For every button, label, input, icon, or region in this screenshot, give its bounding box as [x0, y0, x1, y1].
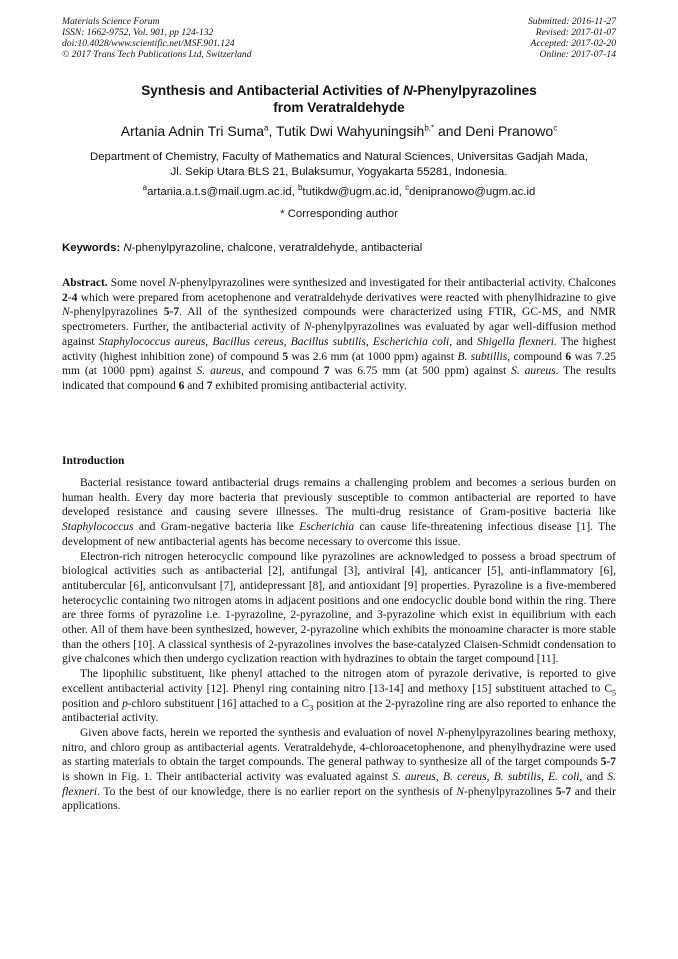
- para-text: ,: [435, 771, 443, 784]
- subscript: 5: [612, 688, 616, 698]
- species-name: Staphylococcus: [62, 521, 134, 534]
- abstract-italic: N: [62, 306, 70, 319]
- abstract-text: exhibited promising antibacterial activity.: [212, 379, 407, 392]
- abstract-text: , and compound: [240, 365, 324, 378]
- para-text: is shown in Fig. 1. Their antibacterial activity was evaluated against: [62, 771, 393, 784]
- para-text: ,: [541, 771, 549, 784]
- species-name: S. aureus: [196, 365, 241, 378]
- compound-ref: 7: [323, 365, 330, 378]
- journal-info: [62, 16, 252, 60]
- compound-ref: 2-4: [62, 291, 78, 304]
- email-link[interactable]: tutikdw@ugm.ac.id,: [302, 186, 406, 198]
- para-text: can cause life-threatening infectious disease [1]. The development of new antibacterial agents has become necessary to overcome this issue.: [62, 521, 617, 548]
- abstract-text: The highest activity (highest inhibition zone) of compound: [62, 335, 617, 363]
- para-text: -phenylpyrazolines: [464, 785, 556, 798]
- para-text: and Gram-negative bacteria like: [133, 521, 300, 534]
- species-name: Staphylococcus aureus: [98, 335, 206, 348]
- compound-ref: 6: [178, 379, 185, 392]
- abstract-text: . All of the synthesized compounds were characterized using FTIR, GC-MS, and NMR spectrometers. Further, the antibacterial activity of: [62, 306, 617, 334]
- para-text: Given above facts, herein we reported the synthesis and evaluation of novel: [80, 726, 437, 739]
- abstract-text: -phenylpyrazolines: [69, 306, 164, 319]
- title-text: Synthesis and Antibacterial Activities of: [141, 83, 404, 98]
- author-sup: a: [263, 123, 269, 133]
- para-text: ,: [486, 771, 494, 784]
- journal-copyright: © 2017 Trans Tech Publications Ltd, Switzerland: [62, 49, 252, 60]
- para-text: -phenylpyrazolines bearing methoxy, nitro, and chloro group as antibacterial agents. Veratraldehyde, 4-chloroacetophenone, and phenylhydrazine were used as starting materials to obtain the target compounds. The general pathway to synthesize all of the target compounds: [62, 726, 617, 769]
- compound-ref: 5-7: [555, 785, 572, 798]
- keywords: [62, 241, 616, 255]
- date-online: Online: 2017-07-14: [539, 49, 616, 60]
- title-text: -Phenylpyrazolines: [412, 83, 537, 98]
- email-sup: b: [297, 183, 303, 193]
- compound-ref: 5-7: [600, 756, 616, 769]
- para-italic: N: [456, 785, 465, 798]
- author-sep: ,: [268, 123, 276, 139]
- compound-ref: 5: [282, 350, 289, 363]
- paragraph: [62, 726, 616, 814]
- abstract: [62, 276, 616, 394]
- title-italic: N: [403, 83, 413, 98]
- date-accepted: Accepted: 2017-02-20: [530, 38, 616, 49]
- introduction-body: [62, 476, 616, 814]
- species-name: Bacillus cereus: [212, 335, 284, 348]
- abstract-text: -phenylpyrazolines was evaluated by agar well-diffusion method against: [62, 321, 616, 348]
- paragraph: [62, 667, 616, 726]
- species-name: Shigella flexneri.: [477, 335, 557, 348]
- species-name: S. flexneri: [62, 771, 616, 798]
- abstract-text: ,: [365, 335, 373, 348]
- species-name: B. cereus: [442, 771, 487, 784]
- species-name: B. subtilis: [493, 771, 542, 784]
- abstract-text: was 6.75 mm (at 500 ppm) against: [329, 365, 512, 378]
- paper-title: [62, 82, 616, 116]
- abstract-italic: N: [168, 277, 177, 289]
- keyword-italic: N: [123, 242, 132, 254]
- compound-ref: 5-7: [163, 306, 180, 319]
- affiliation-line: Department of Chemistry, Faculty of Mathematics and Natural Sciences, Universitas Gadjah Mada,: [89, 151, 589, 163]
- species-name: S. aureus: [392, 771, 436, 784]
- email-sup: c: [405, 183, 410, 193]
- species-name: Escherichia coli: [372, 335, 450, 348]
- author-sep: and: [434, 123, 466, 139]
- date-revised: Revised: 2017-01-07: [535, 27, 616, 38]
- corresponding-author: * Corresponding author: [280, 208, 398, 220]
- compound-ref: 7: [206, 379, 213, 392]
- journal-name: Materials Science Forum: [62, 16, 160, 27]
- abstract-text: , compound: [507, 350, 566, 363]
- species-name: Bacillus subtilis: [290, 335, 366, 348]
- abstract-text: Some novel: [107, 277, 169, 289]
- submission-dates: [528, 16, 616, 60]
- paragraph: Electron-rich nitrogen heterocyclic compound like pyrazolines are acknowledged to possess a broad spectrum of biological activities such as antibacterial [2], antifungal [3], antiviral [4], anticancer [5], anti-inflammatory [6], antitubercular [6], anticonvulsant [7], antidepressant [8], and antioxidant [9] properties. Pyrazoline is a five-membered heterocyclic containing two nitrogen atoms in adjacent positions and one endocyclic double bond within the ring. There are three forms of pyrazoline i.e. 1-pyrazoline, 2-pyrazoline, and 3-pyrazoline which exist in equilibrium with each other. All of them have been synthesized, however, 2-pyrazoline which exhibits the monoamine character is more stable than the others [10]. A classical synthesis of 2-pyrazolines involves the base-catalyzed Claisen-Schmidt condensation to give chalcones which then undergo cyclization reaction with hydrazines to obtain the target compound [11].: [62, 550, 616, 666]
- abstract-text: -phenylpyrazolines were synthesized and investigated for their antibacterial activity. Chalcones: [176, 277, 616, 289]
- journal-doi: doi:10.4028/www.scientific.net/MSF.901.124: [62, 38, 235, 49]
- email-link[interactable]: denipranowo@ugm.ac.id: [409, 186, 536, 198]
- abstract-italic: N: [303, 321, 312, 334]
- abstract-label: Abstract.: [62, 277, 108, 289]
- para-text: -chloro substituent [16] attached to a C: [127, 697, 310, 710]
- abstract-text: was 7.25 mm (at 1000 ppm) against: [62, 350, 616, 378]
- species-name: B. subtillis: [457, 350, 508, 363]
- author-sup: b,*: [424, 123, 435, 133]
- author-list: [40, 122, 638, 140]
- para-text: and their applications.: [62, 785, 616, 813]
- abstract-text: ,: [205, 335, 213, 348]
- paragraph: [62, 476, 616, 550]
- para-text: Bacterial resistance toward antibacterial drugs remains a challenging problem and becomes a serious burden on human health. Every day more bacteria that previously susceptible to common antibacterial are reported to have developed resistance and causing severe illnesses. The multi-drug resistance of Gram-positive bacteria like: [62, 477, 616, 519]
- title-line2: from Veratraldehyde: [273, 100, 405, 115]
- abstract-text: which were prepared from acetophenone and veratraldehyde derivatives were reacted with phenylhidrazine to give: [77, 291, 616, 304]
- para-text: The lipophilic substituent, like phenyl attached to the nitrogen atom of pyrazole derivative, is reported to give excellent antibacterial activity [12]. Phenyl ring containing nitro [13-14] and methoxy [15] substituent attached to C: [62, 668, 616, 695]
- email-sup: a: [142, 183, 148, 193]
- date-submitted: Submitted: 2016-11-27: [527, 16, 616, 27]
- author-name: Deni Pranowo: [465, 123, 554, 139]
- para-text: . To the best of our knowledge, there is no earlier report on the synthesis of: [97, 785, 457, 798]
- author-name: Tutik Dwi Wahyuningsih: [275, 123, 425, 139]
- para-text: position and: [62, 697, 123, 710]
- para-italic: p: [122, 697, 128, 710]
- journal-issn: ISSN: 1662-9752, Vol. 901, pp 124-132: [62, 27, 214, 38]
- abstract-text: and: [184, 379, 207, 392]
- abstract-text: was 2.6 mm (at 1000 ppm) against: [288, 350, 458, 363]
- para-italic: N: [436, 726, 445, 739]
- species-name: E. coli,: [548, 771, 583, 784]
- subscript: 3: [309, 702, 314, 712]
- author-sup: c: [553, 123, 558, 133]
- section-heading: Introduction: [62, 455, 125, 467]
- abstract-text: , and: [449, 335, 477, 348]
- compound-ref: 6: [565, 350, 572, 363]
- affiliation: [40, 150, 638, 180]
- species-name: Escherichia: [299, 521, 355, 534]
- abstract-text: ,: [283, 335, 291, 348]
- abstract-text: . The results indicated that compound: [62, 365, 616, 392]
- para-text: position at the 2-pyrazoline ring are also reported to enhance the antibacterial activity.: [62, 697, 616, 725]
- keywords-text: -phenylpyrazoline, chalcone, veratraldehyde, antibacterial: [131, 242, 423, 254]
- affiliation-line: Jl. Sekip Utara BLS 21, Bulaksumur, Yogyakarta 55281, Indonesia.: [170, 165, 508, 178]
- author-name: Artania Adnin Tri Suma: [120, 123, 264, 139]
- author-emails: [40, 185, 638, 199]
- para-text: and: [582, 771, 608, 784]
- email-link[interactable]: artania.a.t.s@mail.ugm.ac.id,: [147, 186, 298, 198]
- keywords-label: Keywords:: [62, 242, 124, 254]
- species-name: S. aureus: [511, 365, 556, 378]
